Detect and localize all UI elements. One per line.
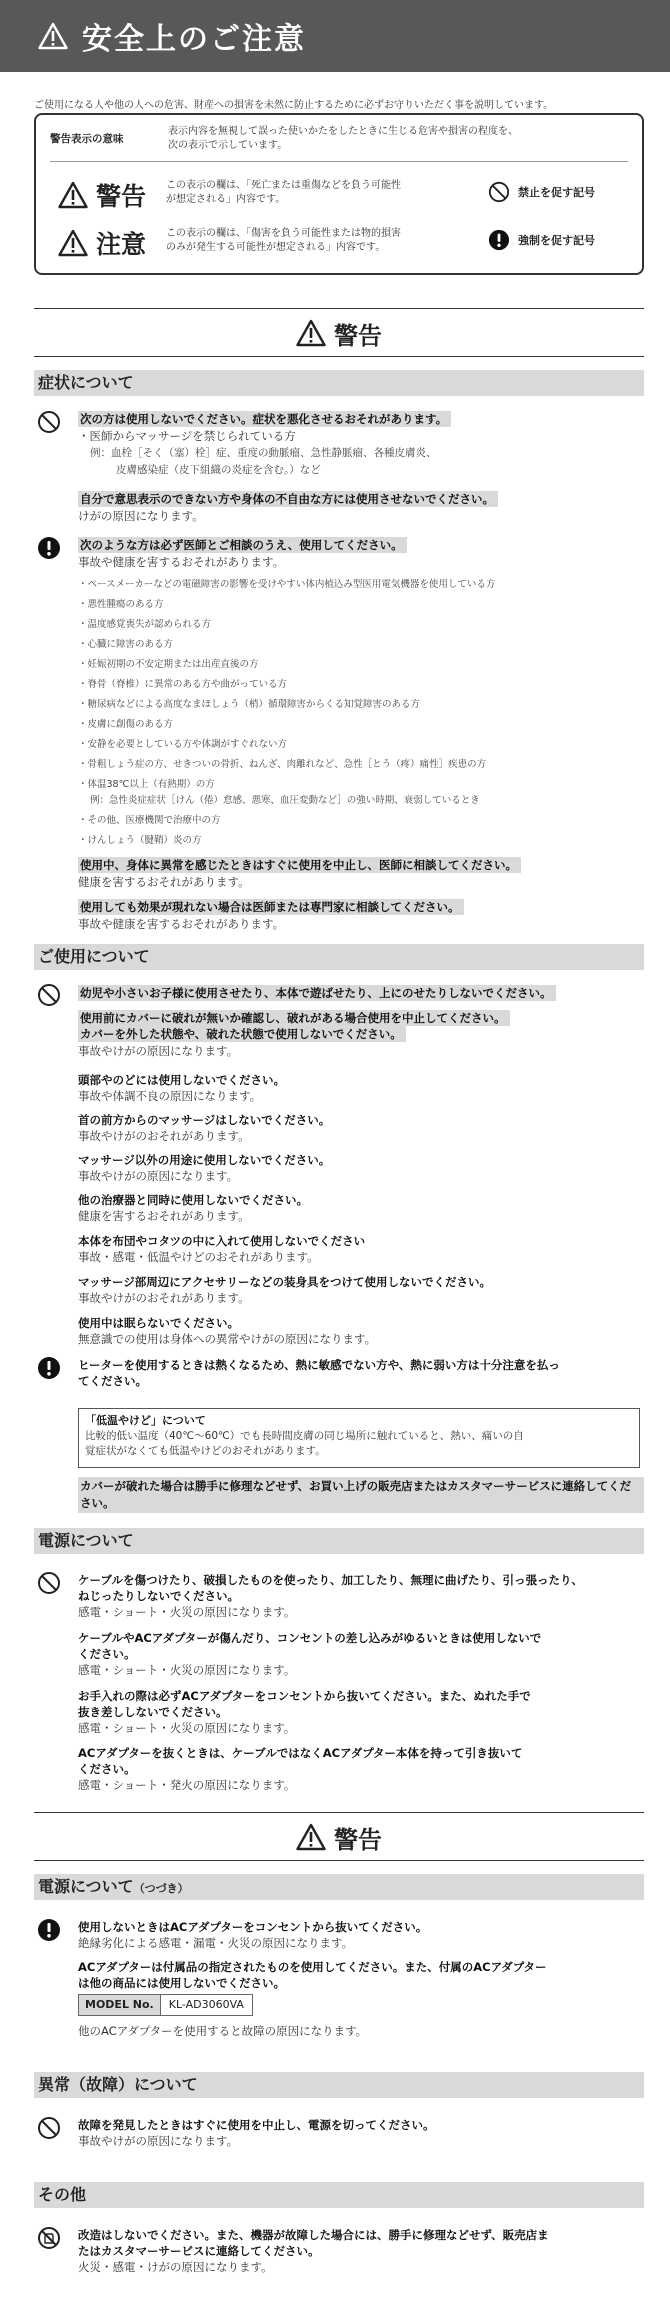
title-bar (0, 0, 670, 72)
prohibit-icon (37, 410, 61, 434)
section-fault: 異常（故障）について (34, 2072, 644, 2098)
page-title: 安全上のご注意 (82, 22, 306, 57)
mandatory-icon (37, 1918, 61, 1942)
legend-box (34, 113, 644, 275)
warning-triangle-icon (296, 1823, 326, 1851)
mandatory-icon (37, 536, 61, 560)
section-usage: ご使用について (34, 944, 644, 970)
mandatory-icon (37, 1356, 61, 1380)
divider (34, 308, 644, 309)
low-temp-burn-box: 「低温やけど」について 比較的低い温度（40℃～60℃）でも長時間皮膚の同じ場所に触れていると、熱い、痛いの自 覚症状がなくても低温やけどのおそれがあります。 (78, 1408, 640, 1468)
caution-desc: この表示の欄は、「傷害を負う可能性または物的損害 のみが発生する可能性が想定される」内容です。 (166, 228, 401, 253)
warning-triangle-icon (296, 319, 326, 347)
warning-triangle-icon (58, 181, 88, 209)
prohibit-icon (488, 181, 510, 203)
prohibit-legend: 禁止を促す記号 (488, 181, 595, 203)
warning-level (58, 177, 146, 213)
warning-triangle-icon (38, 22, 68, 50)
intro-text: ご使用になる人や他の人への危害、財産への損害を未然に防止するために必ずお守りいただく事を説明しています。 (34, 100, 554, 111)
section-power-continued: 電源について（つづき） (34, 1874, 644, 1900)
warning-word: 警告 (96, 182, 147, 211)
prohibit-icon (37, 983, 61, 1007)
section-symptoms: 症状について (34, 370, 644, 396)
mandatory-legend: 強制を促す記号 (488, 229, 595, 251)
prohibit-icon (37, 2116, 61, 2140)
no-disassembly-icon (37, 2226, 61, 2250)
section-power: 電源について (34, 1528, 644, 1554)
divider (34, 1860, 644, 1861)
caution-word: 注意 (96, 230, 147, 259)
mandatory-icon (488, 229, 510, 251)
warning-banner: 警告 (34, 310, 644, 356)
legend-tag: 警告表示の意味 (50, 133, 124, 145)
legend-meaning: 表示内容を無視して誤った使いかたをしたときに生じる危害や損害の程度を、 次の表示で示しています。 (168, 126, 518, 151)
divider (34, 356, 644, 357)
warning-banner: 警告 (34, 1814, 644, 1860)
caution-triangle-icon (58, 229, 88, 257)
caution-level (58, 225, 146, 261)
section-other: その他 (34, 2182, 644, 2208)
divider (50, 161, 628, 162)
warning-desc: この表示の欄は、「死亡または重傷などを負う可能性 が想定される」内容です。 (166, 180, 401, 205)
divider (34, 1812, 644, 1813)
model-number: MODEL No. KL-AD3060VA (78, 1994, 253, 2016)
prohibit-icon (37, 1571, 61, 1595)
